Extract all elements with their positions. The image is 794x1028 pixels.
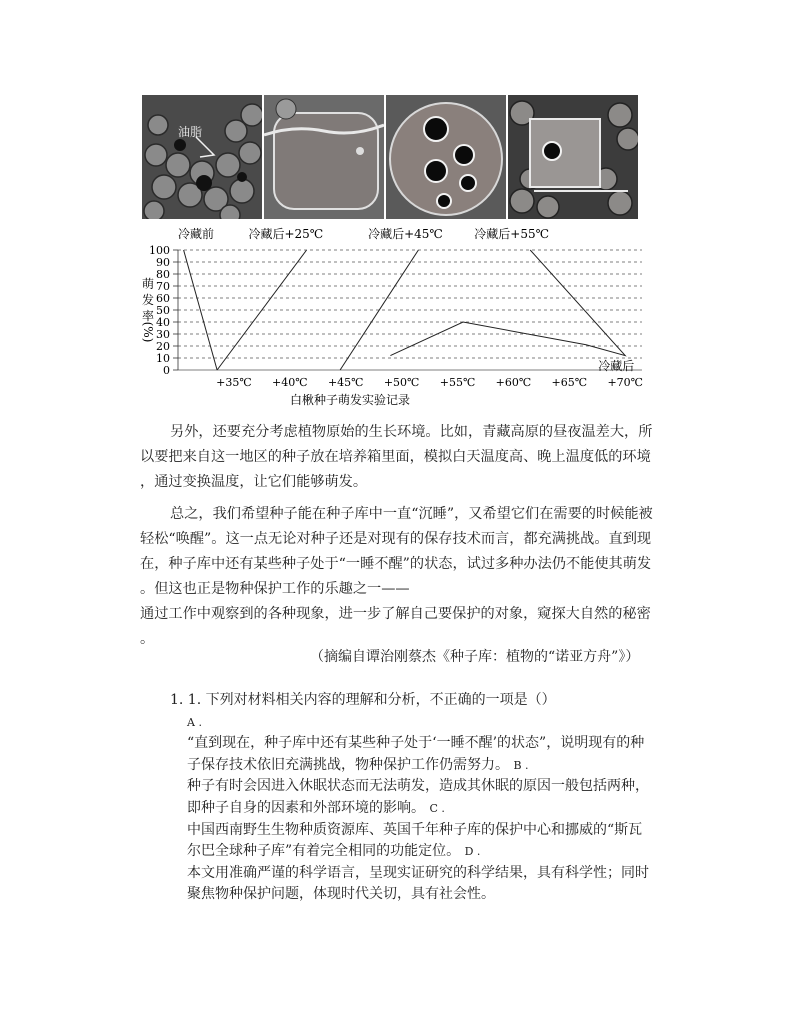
source-citation: （摘编自谭治刚蔡杰《种子库：植物的“诺亚方舟”》） <box>310 649 640 665</box>
option-d-text: 本文用准确严谨的科学语言，呈现实证研究的科学结果，具有科学性；同时 <box>187 864 649 881</box>
paragraph-2-line: 总之，我们希望种子能在种子库中一直“沉睡”，又希望它们在需要的时候能被 <box>170 506 653 522</box>
ytick-label: 70 <box>156 280 170 293</box>
option-d-text-2: 聚焦物种保护问题，体现时代关切，具有社会性。 <box>187 886 495 903</box>
micrograph-strip <box>142 95 638 219</box>
paragraph-2-line: 。但这也正是物种保护工作的乐趣之一—— <box>140 581 410 597</box>
y-axis-label: 萌 <box>141 277 155 291</box>
chart-svg <box>130 222 650 412</box>
paragraph-2-line: 。 <box>140 631 155 647</box>
xtick-label: +50℃ <box>383 376 420 389</box>
xtick-label: +45℃ <box>327 376 364 389</box>
xtick-label: +55℃ <box>439 376 476 389</box>
ytick-label: 90 <box>156 256 170 269</box>
y-axis-label: (%) <box>141 321 155 343</box>
option-b-label[interactable]: B . <box>513 758 529 772</box>
ytick-label: 50 <box>156 304 170 317</box>
xtick-label: +60℃ <box>495 376 532 389</box>
micrograph-before-storage <box>142 95 262 219</box>
micrograph-after-55 <box>508 95 638 219</box>
option-b-text-2 <box>170 798 730 820</box>
series-line <box>184 250 218 370</box>
annotation-label: 冷藏后+45℃ <box>368 227 443 241</box>
paragraph-2-line: 轻松“唤醒”。这一点无论对种子还是对现有的保存技术而言，都充满挑战。直到现 <box>140 531 652 547</box>
annotation-label: 冷藏后+55℃ <box>474 227 550 241</box>
option-b-text-cont: 即种子自身的因素和外部环境的影响。 <box>187 799 425 816</box>
micrograph-after-25 <box>264 95 384 219</box>
paragraph-1-line: ，通过变换温度，让它们能够萌发。 <box>140 474 368 490</box>
ytick-label: 100 <box>149 244 170 257</box>
xtick-label: +40℃ <box>272 376 308 389</box>
paragraph-2-line: 通过工作中观察到的各种现象，进一步了解自己要保护的对象，窥探大自然的秘密 <box>140 606 651 622</box>
option-c-label[interactable]: C . <box>429 801 445 815</box>
paragraph-2 <box>170 502 653 527</box>
germination-chart <box>130 222 650 412</box>
ytick-label: 80 <box>156 268 170 281</box>
paragraph-1-line: 以要把来自这一地区的种子放在培养箱里面，模拟白天温度高、晚上温度低的环境 <box>140 449 651 465</box>
paragraph-1-cont <box>140 445 651 495</box>
y-axis-label: 发 <box>141 293 155 307</box>
y-axis-label: 率 <box>141 309 155 323</box>
option-d-label[interactable]: D . <box>464 845 481 859</box>
option-a-text-cont: 子保存技术依旧充满挑战，物种保护工作仍需努力。 <box>187 756 509 773</box>
annotation-label: 冷藏后+25℃ <box>248 227 324 241</box>
paragraph-1-line: 另外，还要充分考虑植物原始的生长环境。比如，青藏高原的昼夜温差大，所 <box>170 424 653 440</box>
question-1 <box>170 690 730 906</box>
ytick-label: 30 <box>156 328 170 341</box>
xtick-label: +65℃ <box>551 376 588 389</box>
option-c-text-2 <box>170 841 730 863</box>
option-a-label[interactable]: A . <box>187 715 202 729</box>
annotation-label: 冷藏后 <box>598 359 635 373</box>
paragraph-2-cont <box>140 527 651 652</box>
xtick-label: +70℃ <box>607 376 643 389</box>
ytick-label: 60 <box>156 292 170 305</box>
xtick-label: +35℃ <box>216 376 252 389</box>
chart-title: 白楸种子萌发实验记录 <box>289 393 411 407</box>
ytick-label: 40 <box>156 316 170 329</box>
option-c-text-cont: 尔巴全球种子库”有着完全相同的功能定位。 <box>187 843 461 860</box>
paragraph-1 <box>170 420 652 445</box>
oil-label: 油脂 <box>178 125 203 139</box>
ytick-label: 10 <box>156 352 170 365</box>
option-a-text-2 <box>170 755 730 777</box>
annotation-label: 冷藏前 <box>178 227 215 241</box>
ytick-label: 0 <box>163 364 170 377</box>
option-c-text: 中国西南野生生物种质资源库、英国千年种子库的保护中心和挪威的“斯瓦 <box>187 821 643 838</box>
ytick-label: 20 <box>156 340 170 353</box>
question-stem: 1. 1. 下列对材料相关内容的理解和分析，不正确的一项是（） <box>170 692 556 708</box>
option-a-text: “直到现在，种子库中还有某些种子处于‘一睡不醒’的状态”，说明现有的种 <box>187 735 645 752</box>
option-b-text: 种子有时会因进入休眠状态而无法萌发，造成其休眠的原因一般包括两种， <box>187 778 649 795</box>
series-line <box>390 250 625 356</box>
micrograph-after-45 <box>386 95 506 219</box>
paragraph-2-line: 在，种子库中还有某些种子处于“一睡不醒”的状态，试过多种办法仍不能使其萌发 <box>140 556 652 572</box>
